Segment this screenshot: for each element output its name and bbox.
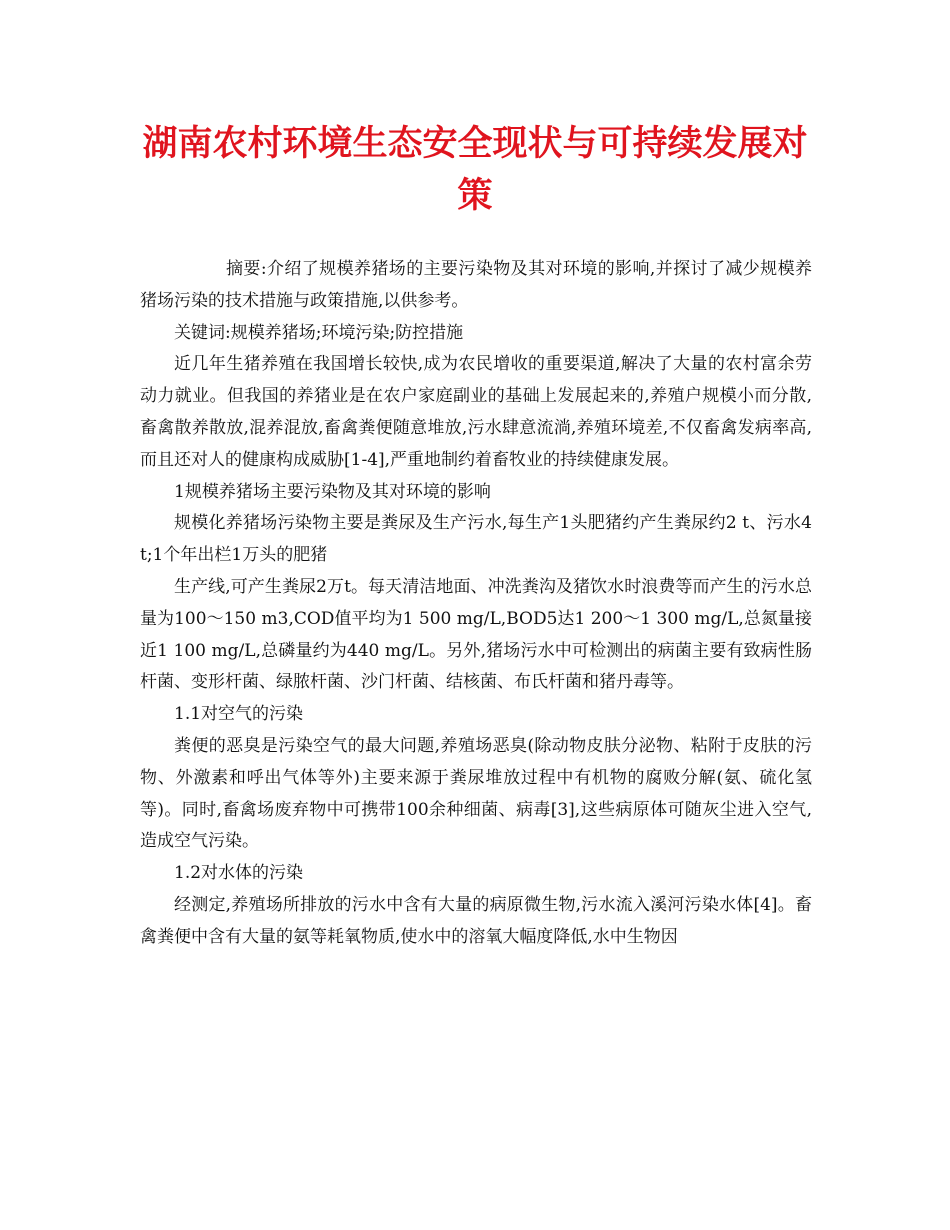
- body-paragraph: 粪便的恶臭是污染空气的最大问题,养殖场恶臭(除动物皮肤分泌物、粘附于皮肤的污物、外激素和呼出气体等外)主要来源于粪尿堆放过程中有机物的腐败分解(氨、硫化氢等)。同时,畜禽场废弃物中可携带100余种细菌、病毒[3],这些病原体可随灰尘进入空气,造成空气污染。: [140, 735, 812, 852]
- document-body: [140, 254, 812, 954]
- body-paragraph: 经测定,养殖场所排放的污水中含有大量的病原微生物,污水流入溪河污染水体[4]。畜禽粪便中含有大量的氨等耗氧物质,使水中的溶氧大幅度降低,水中生物因: [140, 894, 812, 947]
- intro-paragraph: 近几年生猪养殖在我国增长较快,成为农民增收的重要渠道,解决了大量的农村富余劳动力就业。但我国的养猪业是在农户家庭副业的基础上发展起来的,养殖户规模小而分散,畜禽散养散放,混养混放,畜禽粪便随意堆放,污水肆意流淌,养殖环境差,不仅畜禽发病率高,而且还对人的健康构成威胁[1-4],严重地制约着畜牧业的持续健康发展。: [140, 354, 812, 470]
- abstract-paragraph: 摘要:介绍了规模养猪场的主要污染物及其对环境的影响,并探讨了减少规模养猪场污染的技术措施与政策措施,以供参考。: [140, 259, 812, 311]
- body-paragraph: 规模化养猪场污染物主要是粪尿及生产污水,每生产1头肥猪约产生粪尿约2 t、污水4 t;1个年出栏1万头的肥猪: [140, 513, 812, 566]
- keywords-paragraph: 关键词:规模养猪场;环境污染;防控措施: [174, 322, 464, 343]
- section-heading-1-1: 1.1对空气的污染: [174, 704, 304, 725]
- section-heading-1: 1规模养猪场主要污染物及其对环境的影响: [174, 481, 491, 502]
- document-title: 湖南农村环境生态安全现状与可持续发展对策: [142, 124, 808, 216]
- section-heading-1-2: 1.2对水体的污染: [174, 863, 304, 884]
- body-paragraph: 生产线,可产生粪尿2万t。每天清洁地面、冲洗粪沟及猪饮水时浪费等而产生的污水总量为100～150 m3,COD值平均为1 500 mg/L,BOD5达1 200～1 300 mg/L,总氮量接近1 100 mg/L,总磷量约为440 mg/L。另外,猪场污水中可检测出的病菌主要有致病性肠杆菌、变形杆菌、绿脓杆菌、沙门杆菌、结核菌、布氏杆菌和猪丹毒等。: [140, 576, 812, 693]
